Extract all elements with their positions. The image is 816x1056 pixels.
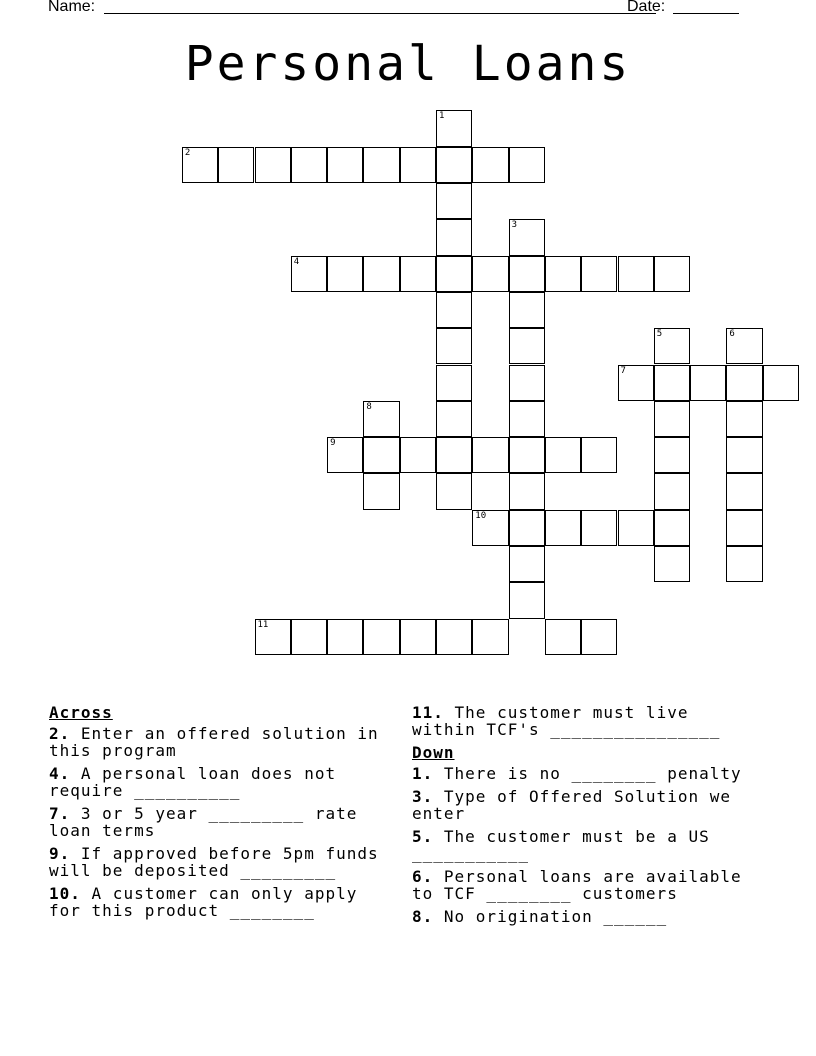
grid-cell[interactable]	[690, 365, 726, 401]
grid-cell[interactable]	[581, 256, 617, 292]
date-label: Date:	[627, 0, 666, 15]
across-clue	[49, 845, 399, 879]
cell-number: 3	[511, 220, 518, 231]
grid-cell[interactable]	[509, 473, 545, 509]
grid-cell[interactable]	[472, 510, 508, 546]
grid-cell[interactable]	[509, 147, 545, 183]
clue-text: There is no ________ penalty	[433, 764, 742, 783]
across-clue	[412, 704, 762, 738]
grid-cell[interactable]	[509, 582, 545, 618]
grid-cell[interactable]	[509, 219, 545, 255]
clue-number: 2.	[49, 724, 71, 743]
grid-cell[interactable]	[726, 365, 762, 401]
clue-number: 8.	[412, 907, 434, 926]
across-heading: Across	[49, 703, 113, 722]
grid-cell[interactable]	[436, 619, 472, 655]
grid-cell[interactable]	[509, 328, 545, 364]
grid-cell[interactable]	[400, 619, 436, 655]
clue-number: 1.	[412, 764, 434, 783]
grid-cell[interactable]	[436, 219, 472, 255]
down-clue	[412, 828, 762, 862]
clue-text: The customer must live within TCF's ________________	[412, 703, 721, 739]
across-clue	[49, 765, 399, 799]
clue-text: The customer must be a US ___________	[412, 827, 710, 863]
grid-cell[interactable]	[255, 619, 291, 655]
clue-text: 3 or 5 year _________ rate loan terms	[49, 804, 358, 840]
cell-number: 11	[257, 619, 269, 630]
grid-cell[interactable]	[509, 365, 545, 401]
grid-cell[interactable]	[509, 510, 545, 546]
across-clue	[49, 885, 399, 919]
cell-number: 1	[439, 111, 445, 122]
grid-cell[interactable]	[400, 437, 436, 473]
grid-cell[interactable]	[726, 401, 762, 437]
grid-cell[interactable]	[363, 401, 399, 437]
cell-number: 7	[620, 365, 626, 376]
cell-number: 9	[330, 438, 336, 449]
grid-cell[interactable]	[618, 256, 654, 292]
clue-number: 5.	[412, 827, 434, 846]
grid-cell[interactable]	[509, 546, 545, 582]
grid-cell[interactable]	[436, 365, 472, 401]
grid-cell[interactable]	[472, 619, 508, 655]
grid-cell[interactable]	[654, 473, 690, 509]
grid-cell[interactable]	[182, 147, 218, 183]
grid-cell[interactable]	[436, 183, 472, 219]
cell-number: 4	[293, 256, 300, 267]
grid-cell[interactable]	[509, 437, 545, 473]
grid-cell[interactable]	[363, 437, 399, 473]
grid-cell[interactable]	[291, 256, 327, 292]
grid-cell[interactable]	[436, 292, 472, 328]
grid-cell[interactable]	[581, 437, 617, 473]
name-label: Name:	[48, 0, 96, 15]
down-heading: Down	[412, 743, 455, 762]
grid-cell[interactable]	[545, 437, 581, 473]
grid-cell[interactable]	[726, 328, 762, 364]
grid-cell[interactable]	[763, 365, 799, 401]
grid-cell[interactable]	[509, 401, 545, 437]
grid-cell[interactable]	[327, 619, 363, 655]
grid-cell[interactable]	[363, 473, 399, 509]
clue-number: 11.	[412, 703, 444, 722]
grid-cell[interactable]	[363, 619, 399, 655]
grid-cell[interactable]	[436, 110, 472, 146]
grid-cell[interactable]	[327, 437, 363, 473]
grid-cell[interactable]	[472, 437, 508, 473]
grid-cell[interactable]	[327, 256, 363, 292]
clue-text: No origination ______	[433, 907, 668, 926]
grid-cell[interactable]	[618, 365, 654, 401]
grid-cell[interactable]	[654, 401, 690, 437]
clue-number: 6.	[412, 867, 434, 886]
grid-cell[interactable]	[654, 437, 690, 473]
grid-cell[interactable]	[436, 256, 472, 292]
grid-cell[interactable]	[581, 510, 617, 546]
grid-cell[interactable]	[654, 365, 690, 401]
across-clue	[49, 805, 399, 839]
grid-cell[interactable]	[654, 510, 690, 546]
grid-cell[interactable]	[472, 256, 508, 292]
clue-number: 3.	[412, 787, 434, 806]
grid-cell[interactable]	[291, 619, 327, 655]
grid-cell[interactable]	[545, 619, 581, 655]
clue-number: 9.	[49, 844, 71, 863]
down-clue	[412, 788, 762, 822]
cell-number: 6	[729, 329, 735, 340]
grid-cell[interactable]	[726, 546, 762, 582]
clue-text: If approved before 5pm funds will be deposited _________	[49, 844, 379, 880]
cell-number: 5	[656, 329, 663, 340]
grid-cell[interactable]	[363, 147, 399, 183]
grid-cell[interactable]	[472, 147, 508, 183]
grid-cell[interactable]	[726, 437, 762, 473]
grid-cell[interactable]	[436, 473, 472, 509]
grid-cell[interactable]	[291, 147, 327, 183]
down-clue	[412, 765, 762, 782]
grid-cell[interactable]	[400, 147, 436, 183]
grid-cell[interactable]	[363, 256, 399, 292]
clue-text: Enter an offered solution in this program	[49, 724, 379, 760]
cell-number: 10	[475, 510, 487, 521]
down-clue	[412, 868, 762, 902]
grid-cell[interactable]	[509, 256, 545, 292]
grid-cell[interactable]	[654, 546, 690, 582]
across-clue	[49, 725, 399, 759]
grid-cell[interactable]	[654, 328, 690, 364]
grid-cell[interactable]	[726, 473, 762, 509]
grid-cell[interactable]	[545, 256, 581, 292]
grid-cell[interactable]	[509, 292, 545, 328]
cell-number: 8	[366, 401, 372, 412]
grid-cell[interactable]	[400, 256, 436, 292]
grid-cell[interactable]	[436, 401, 472, 437]
grid-cell[interactable]	[436, 328, 472, 364]
grid-cell[interactable]	[255, 147, 291, 183]
down-clues-column	[412, 704, 762, 931]
clue-number: 4.	[49, 764, 71, 783]
clue-number: 7.	[49, 804, 71, 823]
clue-text: A customer can only apply for this product ________	[49, 884, 358, 920]
clue-number: 10.	[49, 884, 81, 903]
grid-cell[interactable]	[436, 147, 472, 183]
across-clues	[49, 704, 399, 925]
grid-cell[interactable]	[618, 510, 654, 546]
grid-cell[interactable]	[327, 147, 363, 183]
grid-cell[interactable]	[218, 147, 254, 183]
grid-cell[interactable]	[726, 510, 762, 546]
grid-cell[interactable]	[581, 619, 617, 655]
clue-text: Type of Offered Solution we enter	[412, 787, 731, 823]
grid-cell[interactable]	[436, 437, 472, 473]
page-title: Personal Loans	[184, 36, 632, 92]
grid-cell[interactable]	[654, 256, 690, 292]
clue-text: A personal loan does not require __________	[49, 764, 337, 800]
down-clue	[412, 908, 762, 925]
cell-number: 2	[184, 147, 191, 158]
grid-cell[interactable]	[545, 510, 581, 546]
clue-text: Personal loans are available to TCF ________ customers	[412, 867, 742, 903]
